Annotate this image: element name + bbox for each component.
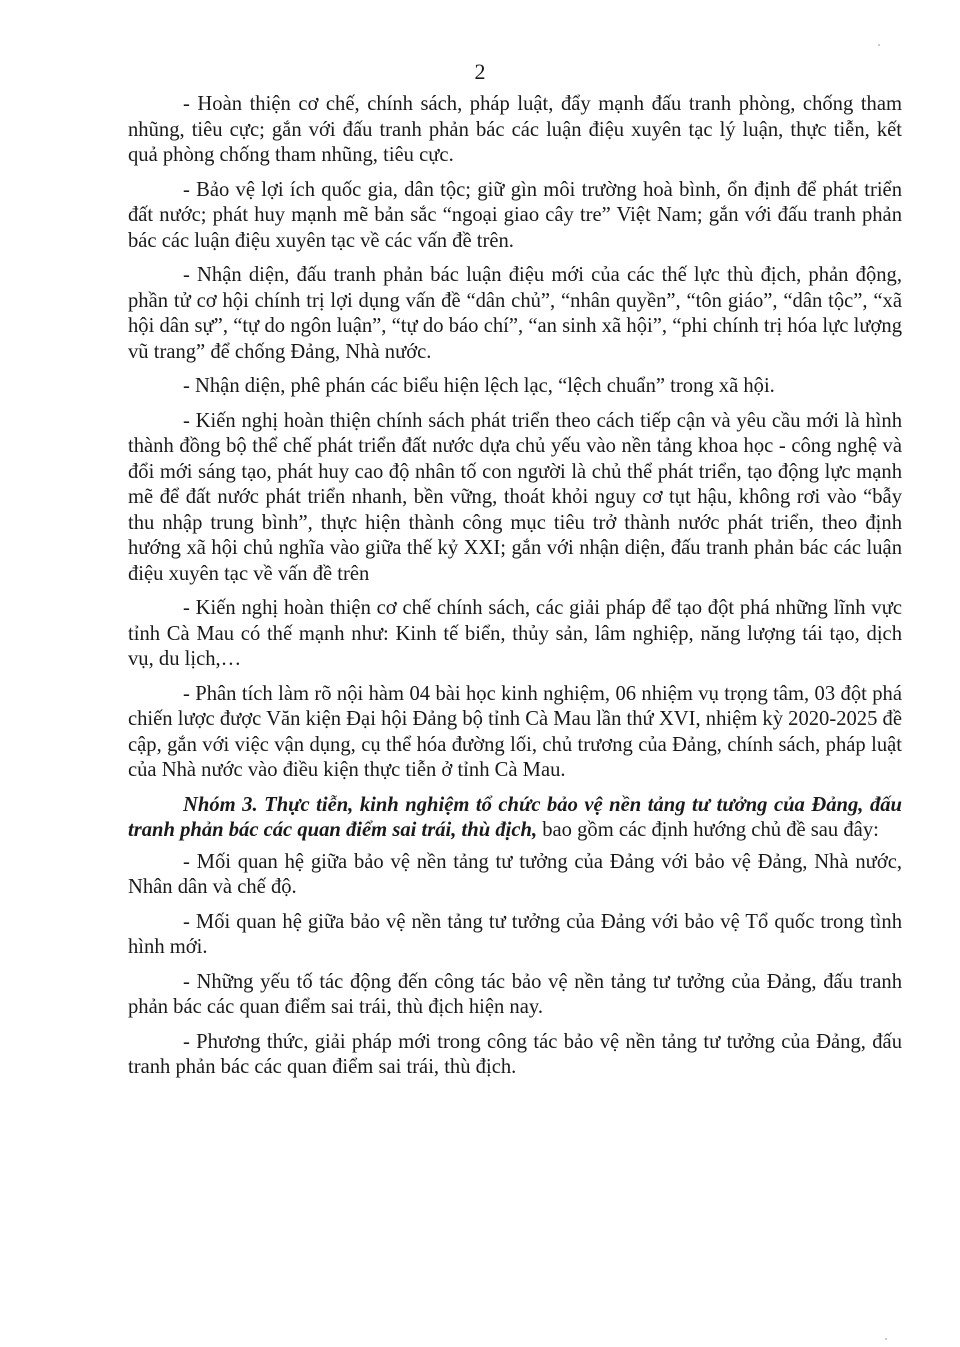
paragraph-anti-corruption: - Hoàn thiện cơ chế, chính sách, pháp luật, đẩy mạnh đấu tranh phòng, chống tham nhũng, tiêu cực; gắn với đấu tranh phản bác các luận điệu xuyên tạc lý luận, thực tiễn, kết quả phòng chống tham nhũng, tiêu cực. bbox=[128, 93, 902, 166]
paragraph-ca-mau-strengths: - Kiến nghị hoàn thiện cơ chế chính sách, các giải pháp để tạo đột phá những lĩnh vực tỉnh Cà Mau có thế mạnh như: Kinh tế biển, thủy sản, lâm nghiệp, năng lượng tái tạo, dịch vụ, du lịch,… bbox=[128, 597, 902, 670]
page-number: 2 bbox=[474, 59, 486, 84]
scan-speck bbox=[878, 44, 880, 46]
scan-speck bbox=[885, 1338, 887, 1340]
group-3-item: - Những yếu tố tác động đến công tác bảo vệ nền tảng tư tưởng của Đảng, đấu tranh phản bác các quan điểm sai trái, thù địch hiện nay. bbox=[128, 970, 902, 1018]
group-3-item: - Phương thức, giải pháp mới trong công tác bảo vệ nền tảng tư tưởng của Đảng, đấu tranh phản bác các quan điểm sai trái, thù địch. bbox=[128, 1030, 902, 1078]
document-body bbox=[128, 92, 902, 1090]
group-3-item: - Mối quan hệ giữa bảo vệ nền tảng tư tưởng của Đảng với bảo vệ Tổ quốc trong tình hình mới. bbox=[128, 910, 902, 958]
group-3-heading-tail: bao gồm các định hướng chủ đề sau đây: bbox=[537, 819, 879, 841]
group-3-item: - Mối quan hệ giữa bảo vệ nền tảng tư tưởng của Đảng với bảo vệ Đảng, Nhà nước, Nhân dân và chế độ. bbox=[128, 850, 902, 898]
paragraph-congress-analysis: - Phân tích làm rõ nội hàm 04 bài học kinh nghiệm, 06 nhiệm vụ trọng tâm, 03 đột phá chiến lược được Văn kiện Đại hội Đảng bộ tỉnh Cà Mau lần thứ XVI, nhiệm kỳ 2020-2025 đề cập, gắn với việc vận dụng, cụ thể hóa đường lối, chủ trương của Đảng, chính sách, pháp luật của Nhà nước vào điều kiện thực tiễn ở tỉnh Cà Mau. bbox=[128, 682, 902, 781]
group-3-heading: Nhóm 3. Thực tiễn, kinh nghiệm tổ chức bảo vệ nền tảng tư tưởng của Đảng, đấu tranh phản bác các quan điểm sai trái, thù địch, bbox=[128, 793, 902, 841]
paragraph-national-interest: - Bảo vệ lợi ích quốc gia, dân tộc; giữ gìn môi trường hoà bình, ổn định để phát triển đất nước; phát huy mạnh mẽ bản sắc “ngoại giao cây tre” Việt Nam; gắn với đấu tranh phản bác các luận điệu xuyên tạc về các vấn đề trên. bbox=[128, 178, 902, 252]
paragraph-development-policy: - Kiến nghị hoàn thiện chính sách phát triển theo cách tiếp cận và yêu cầu mới là hình thành đồng bộ thể chế phát triển đất nước dựa chủ yếu vào nền tảng khoa học - công nghệ và đổi mới sáng tạo, phát huy cao độ nhân tố con người là chủ thể phát triển, tạo động lực mạnh mẽ để đất nước phát triển nhanh, bền vững, thoát khỏi nguy cơ tụt hậu, không rơi vào “bẫy thu nhập trung bình”, thực hiện thành công mục tiêu trở thành nước phát triển, theo định hướng xã hội chủ nghĩa vào giữa thế kỷ XXI; gắn với nhận diện, đấu tranh phản bác các luận điệu xuyên tạc về vấn đề trên bbox=[128, 409, 902, 585]
paragraph-deviations: - Nhận diện, phê phán các biểu hiện lệch lạc, “lệch chuẩn” trong xã hội. bbox=[183, 375, 775, 397]
paragraph-hostile-arguments: - Nhận diện, đấu tranh phản bác luận điệu mới của các thế lực thù địch, phản động, phần tử cơ hội chính trị lợi dụng vấn đề “dân chủ”, “nhân quyền”, “tôn giáo”, “dân tộc”, “xã hội dân sự”, “tự do ngôn luận”, “tự do báo chí”, “an sinh xã hội”, “phi chính trị hóa lực lượng vũ trang” để chống Đảng, Nhà nước. bbox=[128, 264, 902, 363]
group-3-intro bbox=[128, 793, 902, 844]
